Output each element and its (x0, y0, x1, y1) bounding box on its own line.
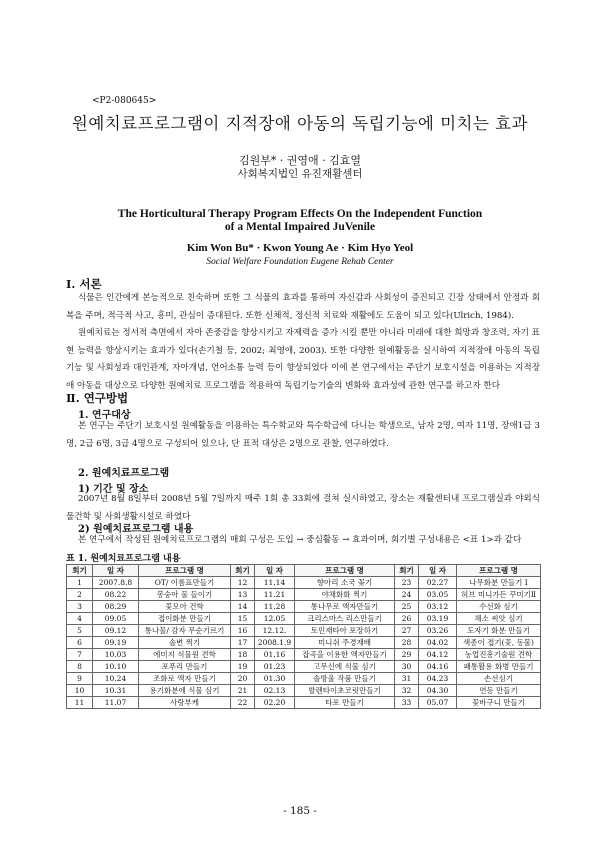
table-caption: 표 1. 원예치료프로그램 내용 (66, 554, 181, 564)
table-cell: 09.19 (93, 637, 139, 649)
intro-paragraph-1: 식물은 인간에게 본능적으로 친숙하며 또한 그 식물의 효과를 통하여 자신감과 사회성이 증진되고 긴장 상태에서 안정과 회복을 주며, 적극적 사고, 흥미, 관심이 증대된다. 또한 신체적, 정신적 치료와 재활에도 도움이 되고 있다(Ulrich, 1984). (66, 293, 540, 321)
table-cell: 2007.8.8 (93, 577, 139, 589)
subsection-1-heading: 1. 연구대상 (78, 410, 131, 421)
table-cell: OT/ 이름표만들기 (139, 577, 231, 589)
table-cell: 11 (67, 697, 93, 709)
table-cell: 08.22 (93, 589, 139, 601)
intro-paragraph-2: 원예치료는 정서적 측면에서 자아 존중감을 향상시키고 자제력을 증가 시킬 뿐만 아니라 미래에 대한 희망과 창조력, 자기 표현 능력을 향상시키는 효과가 있다(손기철 등, 2002; 최영애, 2003). 또한 다양한 원예활동을 실시하여 지적장애 아동의 독립기능 및 사회성과 대인관계, 자아개념, 언어소통 능력 등이 향상되었다 이에 본 연구에서는 주단기 보호시설을 이용하는 지적장애 아동을 대상으로 다양한 원예치료 프로그램을 적용하여 독립기능기술의 변화와 효과성에 관한 연구를 하고자 한다 (66, 328, 540, 391)
page-number: - 185 - (283, 805, 317, 817)
table-header-cell: 프로그램 명 (457, 565, 541, 577)
table-cell: 26 (395, 613, 419, 625)
table-cell: 08.29 (93, 601, 139, 613)
table-row (67, 601, 541, 613)
table-cell: 17 (231, 637, 255, 649)
table-cell: 5 (67, 625, 93, 637)
table-cell: 고무신에 식물 심기 (295, 661, 395, 673)
table-header-cell: 일 자 (255, 565, 295, 577)
table-cell: 10.31 (93, 685, 139, 697)
table-cell: 09.05 (93, 613, 139, 625)
table-cell: 31 (395, 673, 419, 685)
table-row (67, 613, 541, 625)
table-header-row (67, 565, 541, 577)
table-cell: 연등 만들기 (457, 685, 541, 697)
table-cell: 색종이 접기(꽃, 동물) (457, 637, 541, 649)
table-cell: 나무화분 만들기 Ⅰ (457, 577, 541, 589)
table-cell: 13 (231, 589, 255, 601)
table-header-cell: 프로그램 명 (139, 565, 231, 577)
table-row (67, 685, 541, 697)
table-cell: 04.16 (419, 661, 457, 673)
section2-heading: Ⅱ. 연구방법 (66, 391, 129, 405)
table-cell: 1 (67, 577, 93, 589)
table-cell: 통나물/ 감자 무순기르기 (139, 625, 231, 637)
table-cell: 11.21 (255, 589, 295, 601)
table-cell: 에미지 식물원 견학 (139, 649, 231, 661)
table-cell: 14 (231, 601, 255, 613)
authors-english: Kim Won Bu* · Kwon Young Ae · Kim Hyo Yeol (186, 242, 414, 254)
subsection-2-2-body (66, 532, 540, 550)
table-cell: 27 (395, 625, 419, 637)
table-body (67, 577, 541, 709)
table-cell: 02.27 (419, 577, 457, 589)
table-cell: 02.13 (255, 685, 295, 697)
table-cell: 농업진흥기술원 견학 (457, 649, 541, 661)
table-cell: 4 (67, 613, 93, 625)
table-cell: 24 (395, 589, 419, 601)
table-row (67, 661, 541, 673)
period-paragraph: 2007년 8월 8일부터 2008년 5월 7일까지 매주 1회 총 33회에 걸쳐 실시하였고, 장소는 재활센터내 프로그램실과 야외식물건학 및 사회생활시설로 하였다 (66, 494, 540, 522)
table-cell: 토민재타아 포장하기 (295, 625, 395, 637)
table-cell: 03.12 (419, 601, 457, 613)
table-cell: 통나무로 액자만들기 (295, 601, 395, 613)
table-cell: 01.16 (255, 649, 295, 661)
table-cell: 미니쉬 주경재배 (295, 637, 395, 649)
table-cell: 발렌타이초코릿만들기 (295, 685, 395, 697)
table-cell: 봉숭아 물 들이기 (139, 589, 231, 601)
title-english-line2: of a Mental Impaired JuVenile (224, 221, 376, 233)
table-cell: 수선화 심기 (457, 601, 541, 613)
table-cell: 02.20 (255, 697, 295, 709)
affiliation-korean: 사회복지법인 유진재활센터 (237, 168, 363, 180)
table-cell: 12 (231, 577, 255, 589)
program-paragraph: 본 연구에서 작성된 원예치료프로그램의 매회 구성은 도입 → 중심활동 → 효과이며, 회기별 구성내용은 <표 1>과 같다 (78, 535, 522, 545)
table-row (67, 589, 541, 601)
table-cell: 사랑부케 (139, 697, 231, 709)
program-table (66, 564, 541, 709)
table-cell: 2 (67, 589, 93, 601)
paper-code: <P2-080645> (92, 96, 157, 106)
title-english-line1: The Horticultural Therapy Program Effects On the Independent Function (117, 208, 483, 220)
table-cell: 05.07 (419, 697, 457, 709)
table-cell: 8 (67, 661, 93, 673)
table-cell: 04.30 (419, 685, 457, 697)
table-cell: 잡곡을 이용한 액자만들기 (295, 649, 395, 661)
table-row (67, 673, 541, 685)
table-cell: 꽃바구니 만들기 (457, 697, 541, 709)
table-row (67, 649, 541, 661)
table-cell: 10.10 (93, 661, 139, 673)
table-cell: 04.12 (419, 649, 457, 661)
table-cell: 접이화분 만들기 (139, 613, 231, 625)
table-cell: 03.05 (419, 589, 457, 601)
table-cell: 채소 씨앗 심기 (457, 613, 541, 625)
table-cell: 허브 미니가든 꾸미기Ⅱ (457, 589, 541, 601)
table-cell: 21 (231, 685, 255, 697)
table-cell: 6 (67, 637, 93, 649)
table-cell: 03.26 (419, 625, 457, 637)
subsection-2-heading: 2. 원예치료프로그램 (78, 468, 170, 479)
table-header-cell: 회기 (395, 565, 419, 577)
table-header-cell: 회기 (67, 565, 93, 577)
table-cell: 향아리 소국 꽂기 (295, 577, 395, 589)
table-cell: 32 (395, 685, 419, 697)
subsection-2-2-heading: 2) 원예치료프로그램 내용 (78, 524, 194, 535)
table-cell: 03.19 (419, 613, 457, 625)
table-cell: 20 (231, 673, 255, 685)
table-cell: 크리스마스 리스만들기 (295, 613, 395, 625)
table-cell: 2008.1.9 (255, 637, 295, 649)
table-row (67, 625, 541, 637)
table-cell: 도자기 화분 만들기 (457, 625, 541, 637)
table-cell: 9 (67, 673, 93, 685)
title-korean: 원예치료프로그램이 지적장애 아동의 독립기능에 미치는 효과 (71, 114, 529, 133)
authors-korean: 김원부* · 권영애 · 김효열 (238, 154, 362, 167)
table-cell: 10.24 (93, 673, 139, 685)
table-cell: 3 (67, 601, 93, 613)
table-header-cell: 일 자 (93, 565, 139, 577)
table-cell: 타포 만들기 (295, 697, 395, 709)
table-cell: 조화로 액자 만들기 (139, 673, 231, 685)
table-cell: 25 (395, 601, 419, 613)
table-cell: 23 (395, 577, 419, 589)
table-cell: 10 (67, 685, 93, 697)
table-cell: 꽃모아 건학 (139, 601, 231, 613)
table-cell: 01.23 (255, 661, 295, 673)
affiliation-english: Social Welfare Foundation Eugene Rehab Center (206, 257, 394, 267)
title-english (0, 208, 600, 234)
table-cell: 19 (231, 661, 255, 673)
table-cell: 28 (395, 637, 419, 649)
table-cell: 04.23 (419, 673, 457, 685)
table-cell: 16 (231, 625, 255, 637)
table-cell: 패통활용 화병 만들기 (457, 661, 541, 673)
section1-body (66, 290, 540, 395)
table-row (67, 697, 541, 709)
table-cell: 09.12 (93, 625, 139, 637)
table-cell: 솔변 찍기 (139, 637, 231, 649)
subsection-2-1-heading: 1) 기간 및 장소 (78, 484, 149, 495)
table-cell: 22 (231, 697, 255, 709)
table-row (67, 577, 541, 589)
table-cell: 33 (395, 697, 419, 709)
table-cell: 01.30 (255, 673, 295, 685)
table-cell: 솔방울 작품 만들기 (295, 673, 395, 685)
subsection-1-body (66, 418, 540, 453)
table-cell: 10.03 (93, 649, 139, 661)
table-cell: 29 (395, 649, 419, 661)
table-cell: 12.05 (255, 613, 295, 625)
table-row (67, 637, 541, 649)
table-cell: 야채화화 찍기 (295, 589, 395, 601)
table-cell: 11.28 (255, 601, 295, 613)
table-header-cell: 일 자 (419, 565, 457, 577)
table-cell: 용기화분에 식물 심기 (139, 685, 231, 697)
table-header-cell: 프로그램 명 (295, 565, 395, 577)
table-cell: 11.14 (255, 577, 295, 589)
table-cell: 15 (231, 613, 255, 625)
subjects-paragraph: 본 연구는 주단기 보호시설 원예활동을 이용하는 특수학교와 특수학급에 다니는 학생으로, 남자 2명, 여자 11명, 장애1급 3명, 2급 6명, 3급 4명으로 구성되어 있으나, 단 표적 대상은 2명으로 관찰, 연구하였다. (66, 421, 540, 449)
table-cell: 12.12. (255, 625, 295, 637)
table-cell: 포푸리 만들기 (139, 661, 231, 673)
table-cell: 18 (231, 649, 255, 661)
table-cell: 손선심기 (457, 673, 541, 685)
table-cell: 30 (395, 661, 419, 673)
section1-heading: Ⅰ. 서론 (66, 277, 102, 291)
table-cell: 7 (67, 649, 93, 661)
table-cell: 04.02 (419, 637, 457, 649)
table-header-cell: 회기 (231, 565, 255, 577)
table-cell: 11.07 (93, 697, 139, 709)
